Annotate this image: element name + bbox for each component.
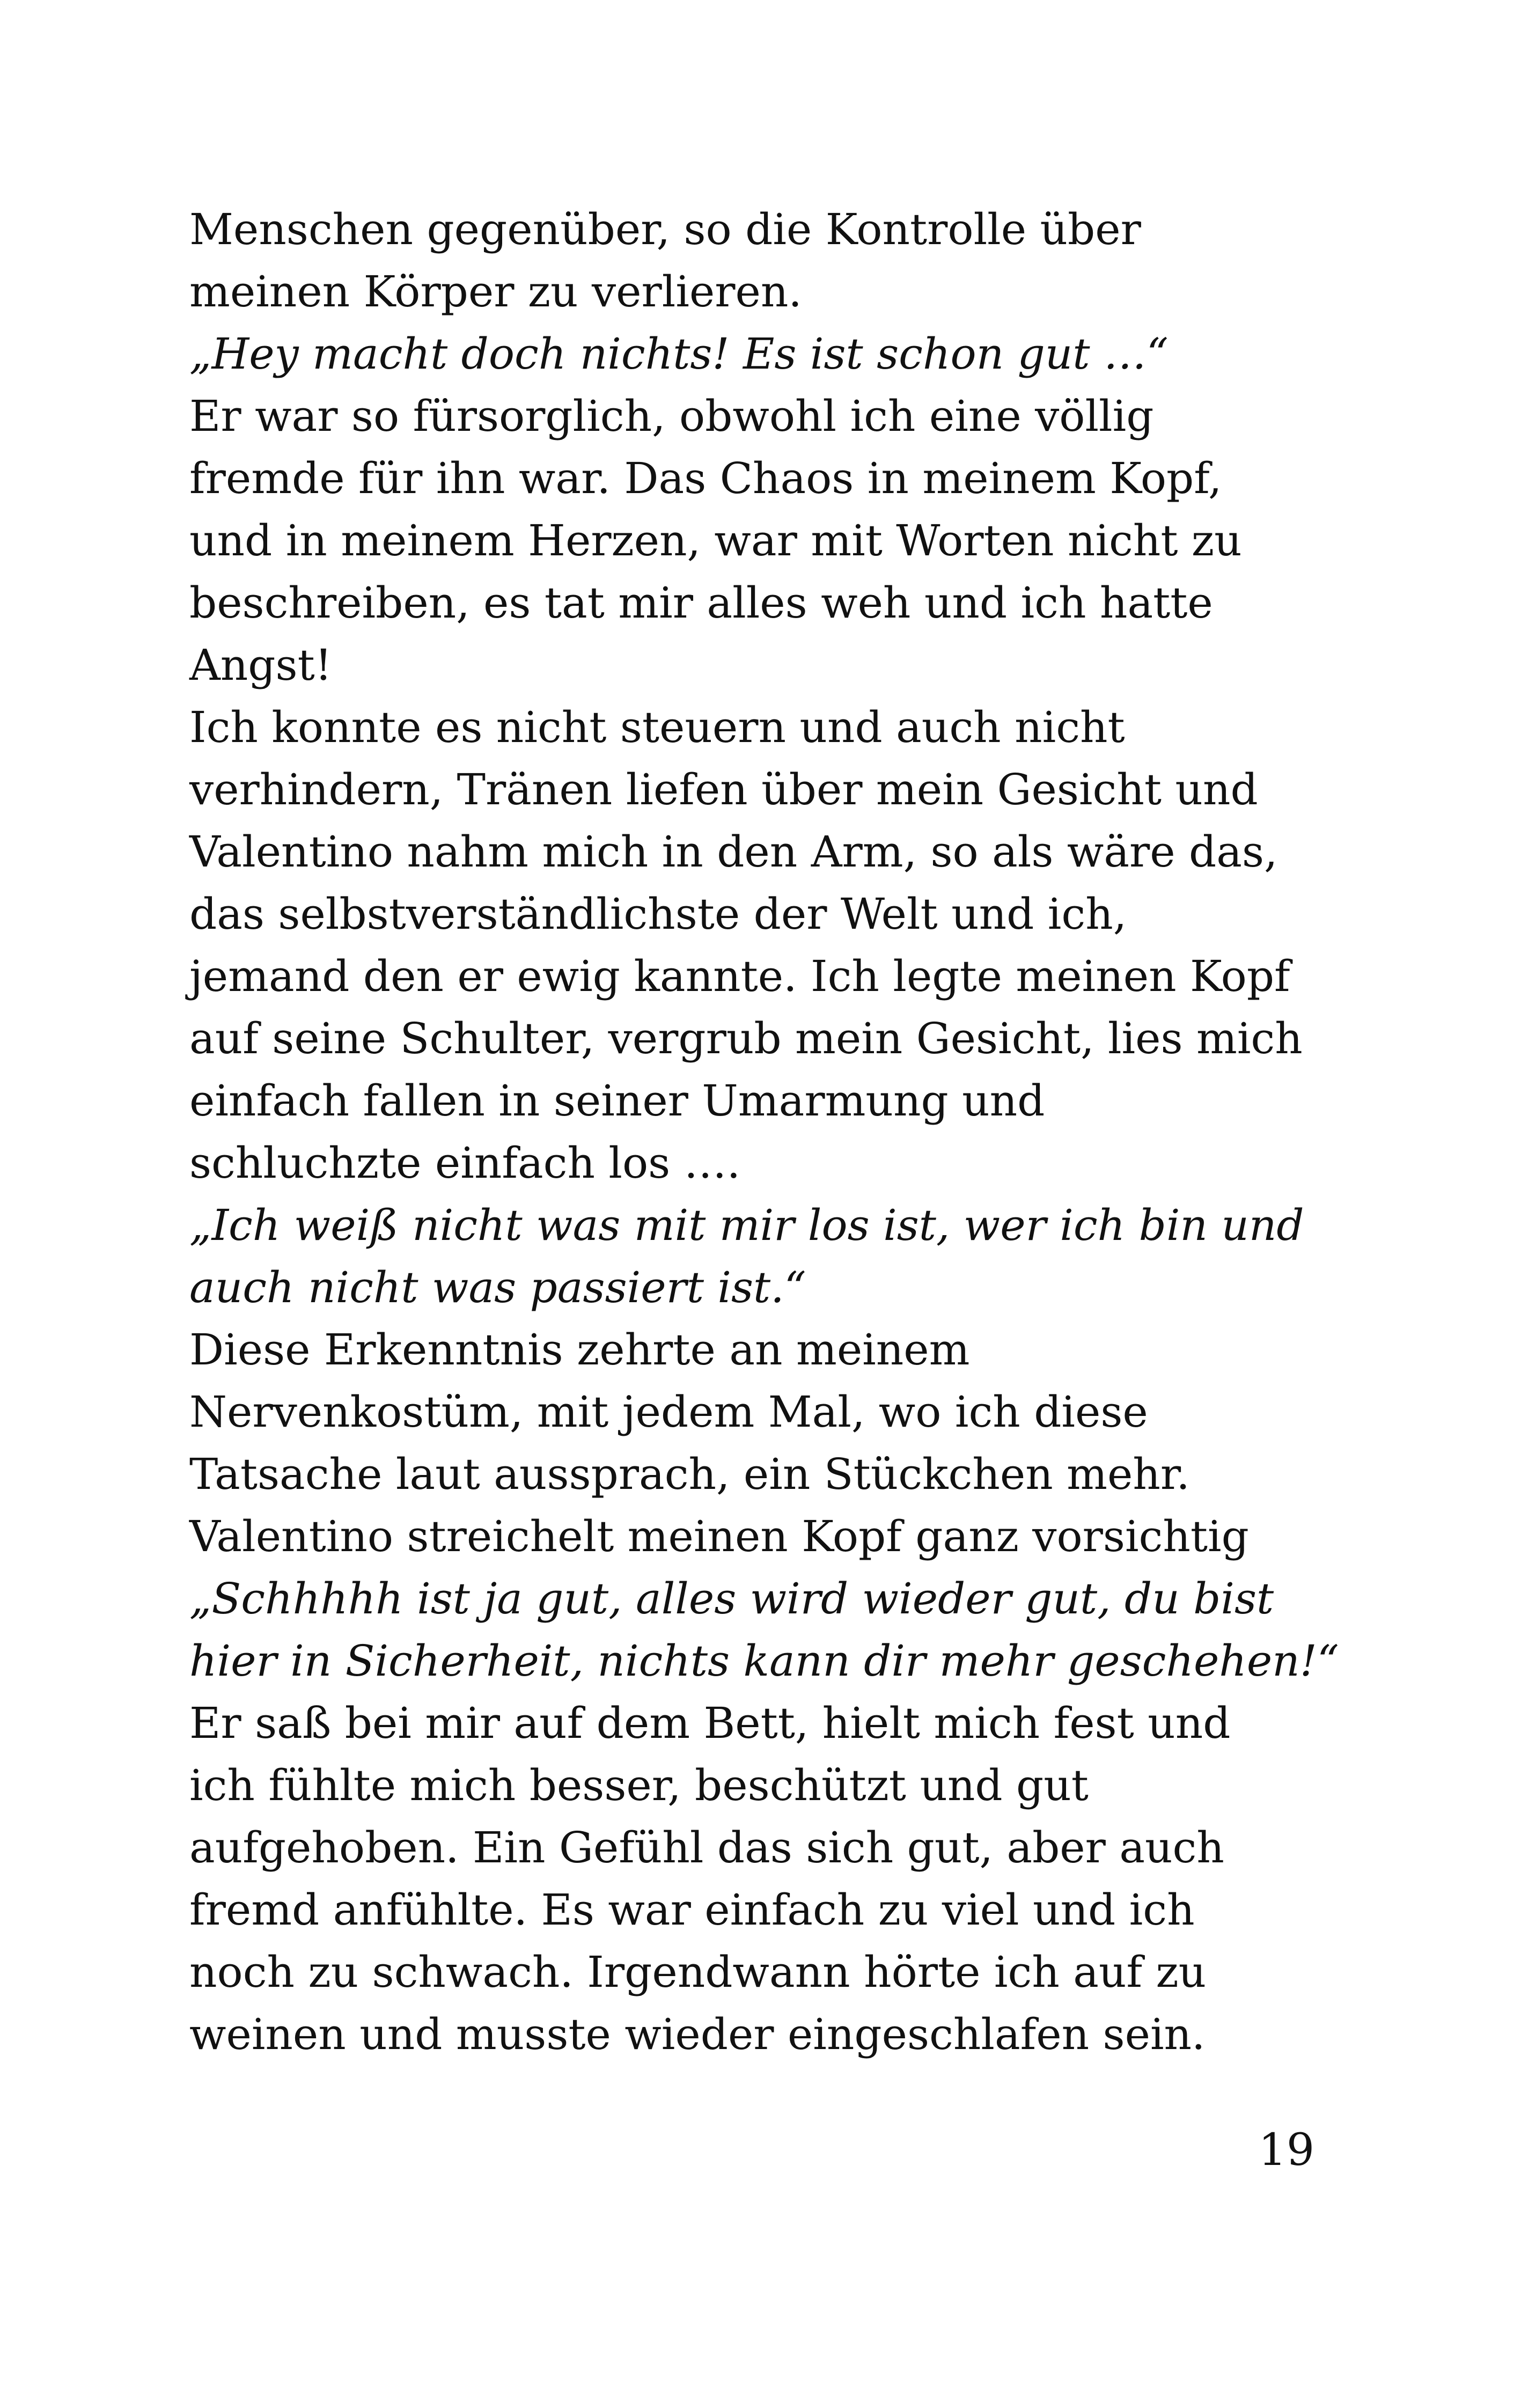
text-line: einfach fallen in seiner Umarmung und (189, 1076, 1045, 1126)
text-line: das selbstverständlichste der Welt und ich, (189, 889, 1127, 939)
text-line: fremde für ihn war. Das Chaos in meinem Kopf, (189, 453, 1222, 503)
text-line: weinen und musste wieder eingeschlafen sein. (189, 2009, 1206, 2059)
text-line: verhindern, Tränen liefen über mein Gesicht und (189, 765, 1258, 814)
text-line: jemand den er ewig kannte. Ich legte meinen Kopf (189, 951, 1290, 1001)
body-text (189, 199, 1359, 2066)
page-number: 19 (1258, 2125, 1314, 2176)
dialogue-line: „Schhhhh ist ja gut, alles wird wieder gut, du bist (189, 1574, 1274, 1624)
dialogue-line: auch nicht was passiert ist.“ (189, 1262, 806, 1312)
text-line: Menschen gegenüber, so die Kontrolle über (189, 204, 1141, 254)
text-line: Angst! (189, 640, 332, 690)
text-line: Tatsache laut aussprach, ein Stückchen mehr. (189, 1449, 1190, 1499)
text-line: Er war so fürsorglich, obwohl ich eine völlig (189, 391, 1154, 441)
text-line: Er saß bei mir auf dem Bett, hielt mich fest und (189, 1698, 1231, 1748)
text-line: noch zu schwach. Irgendwann hörte ich auf zu (189, 1947, 1207, 1997)
dialogue-line: hier in Sicherheit, nichts kann dir mehr geschehen!“ (189, 1636, 1339, 1686)
text-line: aufgehoben. Ein Gefühl das sich gut, aber auch (189, 1823, 1224, 1873)
text-line: ich fühlte mich besser, beschützt und gut (189, 1760, 1089, 1810)
text-line: Valentino nahm mich in den Arm, so als wäre das, (189, 827, 1278, 877)
text-line: Diese Erkenntnis zehrte an meinem (189, 1325, 970, 1375)
text-line: Ich konnte es nicht steuern und auch nicht (189, 702, 1125, 752)
text-line: Nervenkostüm, mit jedem Mal, wo ich diese (189, 1387, 1148, 1437)
text-line: meinen Körper zu verlieren. (189, 267, 802, 317)
text-line: beschreiben, es tat mir alles weh und ich hatte (189, 578, 1213, 628)
text-line: fremd anfühlte. Es war einfach zu viel und ich (189, 1885, 1195, 1935)
text-line: Valentino streichelt meinen Kopf ganz vorsichtig (189, 1511, 1249, 1561)
dialogue-line: „Hey macht doch nichts! Es ist schon gut …“ (189, 329, 1169, 379)
text-line: und in meinem Herzen, war mit Worten nicht zu (189, 516, 1242, 566)
text-line: schluchzte einfach los …. (189, 1138, 741, 1188)
dialogue-line: „Ich weiß nicht was mit mir los ist, wer ich bin und (189, 1200, 1304, 1250)
text-line: auf seine Schulter, vergrub mein Gesicht, lies mich (189, 1014, 1303, 1063)
